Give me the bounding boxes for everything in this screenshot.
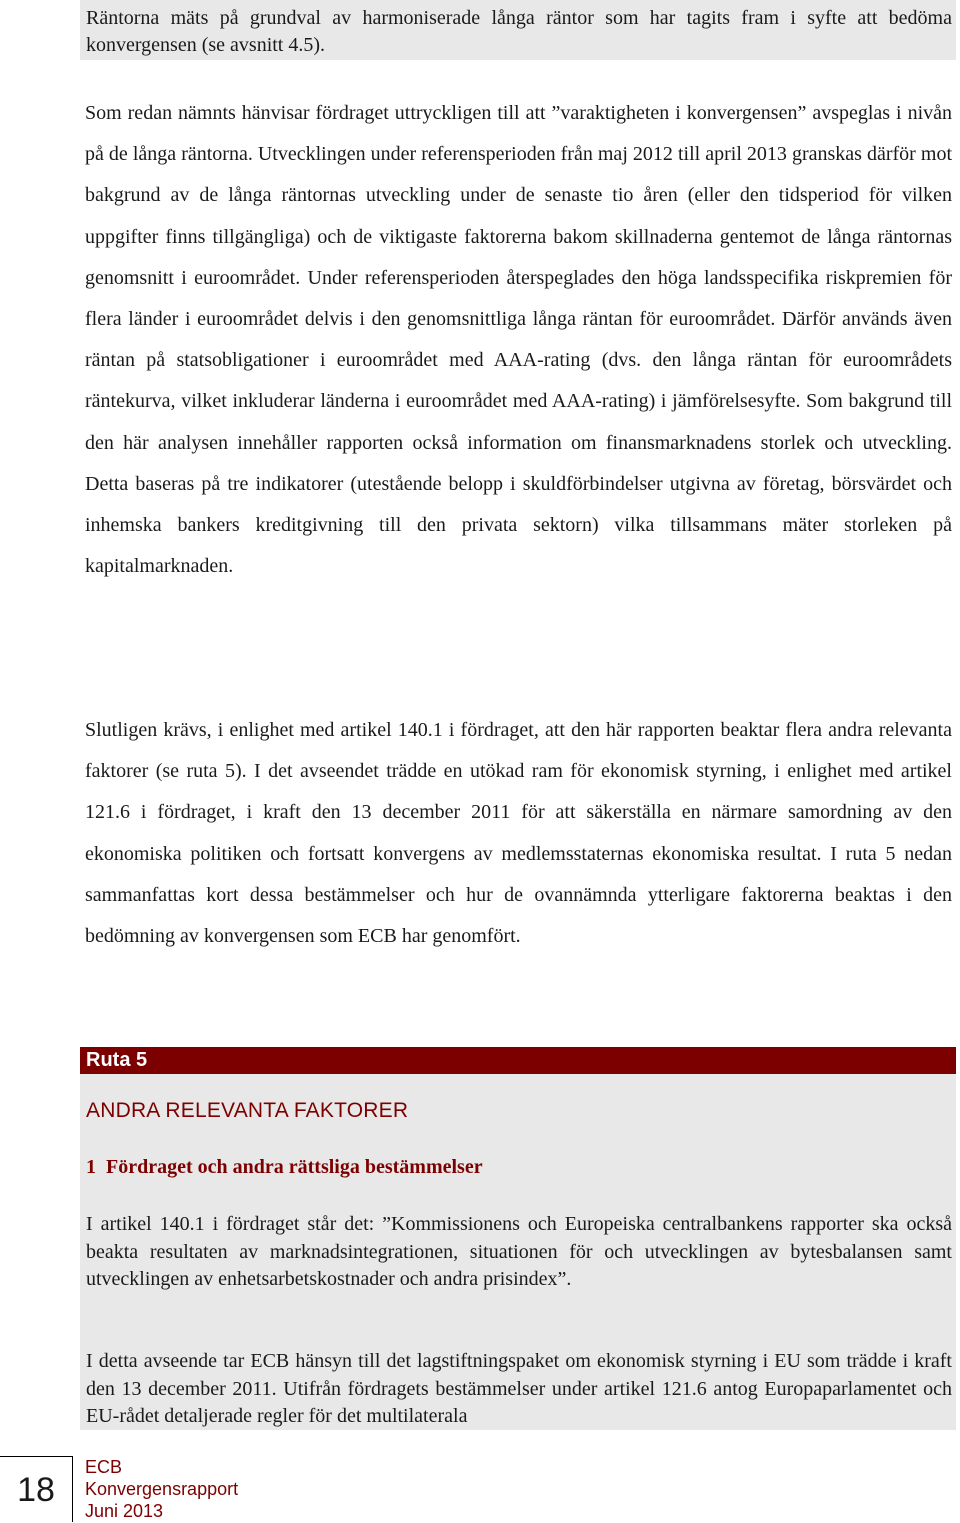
box-label: Ruta 5 <box>80 1047 956 1074</box>
page-footer <box>0 1456 960 1522</box>
footer-publication-info <box>85 1456 238 1522</box>
body-paragraph-1: Som redan nämnts hänvisar fördraget uttryckligen till att ”varaktigheten i konvergensen” avspeglas i nivån på de långa räntorna. Utvecklingen under referensperioden från maj 2012 till april 2013 granskas därför mot bakgrund av de långa räntornas utveckling under de senaste tio åren (eller den tidsperiod för vilken uppgifter finns tillgängliga) och de viktigaste faktorerna bakom skillnaderna gentemot de långa räntornas genomsnitt i euroområdet. Under referensperioden återspeglades den höga landsspecifika riskpremien för flera länder i euroområdet delvis i den genomsnittliga långa räntan för euroområdet. Därför används även räntan på statsobligationer i euroområdet med AAA-rating (dvs. den långa räntan för euroområdets räntekurva, vilket inkluderar länderna i euroområdet med AAA-rating) i jämförelsesyfte. Som bakgrund till den här analysen innehåller rapporten också information om finansmarknadens storlek och utveckling. Detta baseras på tre indikatorer (utestående belopp i skuldförbindelser utgivna av företag, börsvärdet och inhemska bankers kreditgivning till den privata sektorn) vilka tillsammans mäter storleken på kapitalmarknaden. <box>85 102 952 578</box>
intro-text: Räntorna mäts på grundval av harmoniserade långa räntor som har tagits fram i syfte att bedöma konvergensen (se avsnitt 4.5). <box>86 7 952 56</box>
box-section-title: Fördraget och andra rättsliga bestämmelser <box>106 1156 483 1178</box>
intro-box <box>80 0 956 60</box>
footer-date: Juni 2013 <box>85 1501 164 1521</box>
box-section-heading <box>86 1156 483 1179</box>
box-content <box>80 1074 956 1430</box>
box-paragraph-2: I detta avseende tar ECB hänsyn till det lagstiftningspaket om ekonomisk styrning i EU som trädde i kraft den 13 december 2011. Utifrån fördragets bestämmelser under artikel 121.6 antog Europaparlamentet och EU-rådet detaljerade regler för det multilaterala <box>86 1350 952 1427</box>
box-title: ANDRA RELEVANTA FAKTORER <box>86 1099 409 1122</box>
footer-org: ECB <box>85 1457 123 1477</box>
footer-publication: Konvergensrapport <box>85 1479 239 1499</box>
body-paragraph-2: Slutligen krävs, i enlighet med artikel 140.1 i fördraget, att den här rapporten beaktar flera andra relevanta faktorer (se ruta 5). I det avseendet trädde en utökad ram för ekonomisk styrning, i enlighet med artikel 121.6 i fördraget, i kraft den 13 december 2011 för att säkerställa en närmare samordning av den ekonomiska politiken och fortsatt konvergens av medlemsstaternas ekonomiska resultat. I ruta 5 nedan sammanfattas kort dessa bestämmelser och hur de ovannämnda ytterligare faktorerna beaktas i den bedömning av konvergensen som ECB har genomfört. <box>85 719 952 948</box>
box-paragraph-1: I artikel 140.1 i fördraget står det: ”Kommissionens och Europeiska centralbankens rapporter ska också beakta resultaten av marknadsintegrationen, situationen för och utvecklingen av bytesbalansen samt utvecklingen av enhetsarbetskostnader och andra prisindex”. <box>86 1213 952 1290</box>
box-section-number: 1 <box>86 1156 96 1178</box>
page-number: 18 <box>0 1456 73 1522</box>
